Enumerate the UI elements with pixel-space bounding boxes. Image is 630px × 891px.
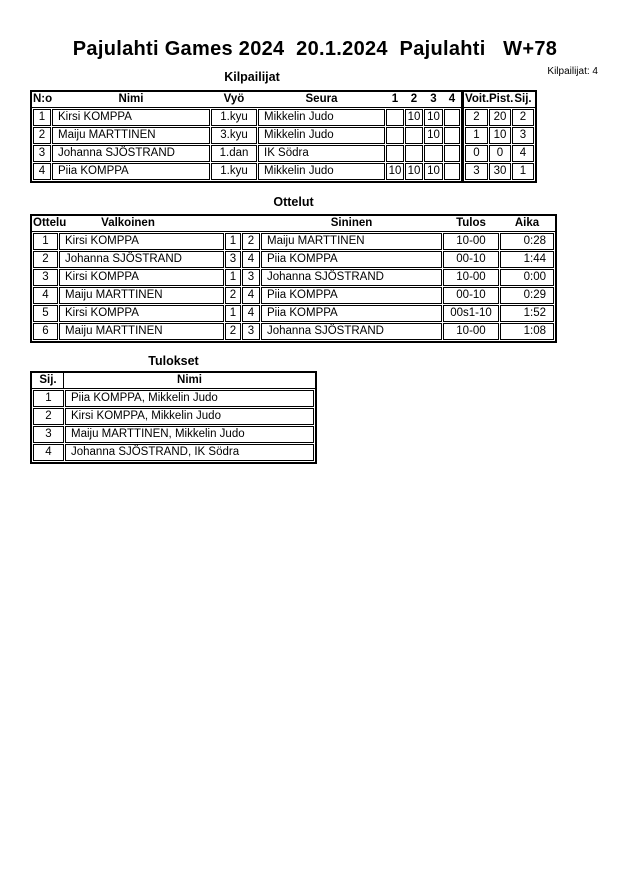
cell-place: 3: [33, 426, 64, 443]
matches-header-row: [32, 216, 555, 232]
cell-result: 00-10: [443, 251, 499, 268]
cell-belt: 1.dan: [211, 145, 257, 162]
cell-club: Mikkelin Judo: [258, 127, 385, 144]
header-round-2: 2: [410, 93, 418, 105]
competitors-body: [32, 108, 461, 181]
cell-blue-no: 4: [242, 305, 260, 322]
results-section-title: Tulokset: [148, 354, 199, 368]
header-round-3: 3: [430, 93, 437, 105]
cell-white-name: Kirsi KOMPPA: [59, 305, 224, 322]
header-round-4: 4: [448, 93, 456, 105]
results-body: [32, 389, 315, 462]
cell-belt: 3.kyu: [211, 127, 257, 144]
table-row: [33, 233, 554, 250]
header-no: N:o: [33, 93, 53, 105]
table-row: [33, 323, 554, 340]
cell-place: 2: [33, 408, 64, 425]
cell-white-no: 1: [225, 269, 241, 286]
standings-header-row: [464, 92, 535, 108]
header-belt: Vyö: [223, 93, 245, 105]
table-row: [33, 109, 460, 126]
cell-round-1: [386, 109, 404, 126]
table-row: [465, 145, 534, 162]
table-row: [33, 408, 314, 425]
cell-result: 00s1-10: [443, 305, 499, 322]
cell-wins: 1: [465, 127, 488, 144]
results-header-row: [32, 373, 315, 389]
header-round-1: 1: [391, 93, 399, 105]
cell-place: 2: [512, 109, 534, 126]
header-club: Seura: [305, 93, 338, 105]
standings-body: [464, 108, 535, 181]
competitors-main-block: [32, 92, 461, 181]
matches-table: [30, 214, 557, 343]
cell-white-name: Maiju MARTTINEN: [59, 287, 224, 304]
cell-blue-name: Piia KOMPPA: [261, 305, 442, 322]
cell-no: 4: [33, 163, 51, 180]
cell-white-no: 2: [225, 287, 241, 304]
competitors-section-title: Kilpailijat: [224, 70, 280, 84]
header-time: Aika: [514, 217, 540, 229]
cell-round-4: [444, 109, 460, 126]
header-wins: Voit.: [465, 93, 490, 105]
cell-name: Maiju MARTTINEN: [52, 127, 210, 144]
header-result: Tulos: [456, 217, 486, 229]
cell-white-name: Kirsi KOMPPA: [59, 269, 224, 286]
table-row: [465, 109, 534, 126]
cell-blue-name: Piia KOMPPA: [261, 251, 442, 268]
table-row: [465, 163, 534, 180]
cell-blue-no: 4: [242, 287, 260, 304]
cell-no: 3: [33, 145, 51, 162]
cell-wins: 0: [465, 145, 488, 162]
cell-name: Piia KOMPPA, Mikkelin Judo: [65, 390, 314, 407]
cell-place: 3: [512, 127, 534, 144]
header-match-no: Ottelu: [33, 217, 67, 229]
header-blue: Sininen: [330, 217, 373, 229]
table-row: [33, 305, 554, 322]
results-table: [30, 371, 317, 464]
cell-blue-no: 4: [242, 251, 260, 268]
cell-blue-no: 3: [242, 269, 260, 286]
cell-place: 4: [33, 444, 64, 461]
cell-blue-no: 3: [242, 323, 260, 340]
header-place: Sij.: [33, 373, 64, 388]
cell-round-1: [386, 145, 404, 162]
cell-round-4: [444, 163, 460, 180]
cell-match-no: 4: [33, 287, 58, 304]
cell-no: 2: [33, 127, 51, 144]
cell-round-2: 10: [405, 163, 423, 180]
cell-round-4: [444, 127, 460, 144]
cell-time: 1:08: [500, 323, 554, 340]
cell-white-no: 2: [225, 323, 241, 340]
cell-round-3: [424, 145, 443, 162]
cell-match-no: 5: [33, 305, 58, 322]
competitors-count: Kilpailijat: 4: [547, 66, 598, 77]
cell-white-no: 1: [225, 305, 241, 322]
cell-round-2: [405, 127, 423, 144]
cell-name: Kirsi KOMPPA, Mikkelin Judo: [65, 408, 314, 425]
cell-round-1: [386, 127, 404, 144]
cell-round-2: 10: [405, 109, 423, 126]
cell-time: 0:28: [500, 233, 554, 250]
cell-match-no: 1: [33, 233, 58, 250]
cell-round-4: [444, 145, 460, 162]
cell-blue-name: Johanna SJÖSTRAND: [261, 269, 442, 286]
cell-name: Maiju MARTTINEN, Mikkelin Judo: [65, 426, 314, 443]
table-row: [33, 444, 314, 461]
header-place: Sij.: [514, 93, 532, 105]
cell-club: IK Södra: [258, 145, 385, 162]
cell-time: 1:44: [500, 251, 554, 268]
competitors-table: [30, 90, 537, 183]
cell-points: 30: [489, 163, 511, 180]
table-row: [33, 145, 460, 162]
cell-blue-name: Maiju MARTTINEN: [261, 233, 442, 250]
cell-blue-name: Johanna SJÖSTRAND: [261, 323, 442, 340]
cell-points: 20: [489, 109, 511, 126]
cell-white-name: Maiju MARTTINEN: [59, 323, 224, 340]
table-row: [33, 251, 554, 268]
competitors-standings-block: [461, 92, 535, 181]
page-title: Pajulahti Games 2024 20.1.2024 Pajulahti W+78: [72, 38, 558, 60]
cell-match-no: 2: [33, 251, 58, 268]
table-row: [33, 269, 554, 286]
cell-points: 0: [489, 145, 511, 162]
table-row: [33, 287, 554, 304]
cell-place: 1: [33, 390, 64, 407]
table-row: [465, 127, 534, 144]
cell-belt: 1.kyu: [211, 109, 257, 126]
cell-match-no: 6: [33, 323, 58, 340]
header-white: Valkoinen: [101, 217, 155, 229]
matches-body: [32, 232, 555, 341]
cell-name: Piia KOMPPA: [52, 163, 210, 180]
cell-name: Kirsi KOMPPA: [52, 109, 210, 126]
cell-club: Mikkelin Judo: [258, 109, 385, 126]
table-row: [33, 127, 460, 144]
cell-round-1: 10: [386, 163, 404, 180]
cell-white-name: Johanna SJÖSTRAND: [59, 251, 224, 268]
cell-points: 10: [489, 127, 511, 144]
competitors-header-row: [32, 92, 461, 108]
cell-round-3: 10: [424, 109, 443, 126]
table-row: [33, 426, 314, 443]
cell-place: 1: [512, 163, 534, 180]
table-row: [33, 163, 460, 180]
cell-club: Mikkelin Judo: [258, 163, 385, 180]
cell-round-3: 10: [424, 163, 443, 180]
cell-white-no: 1: [225, 233, 241, 250]
header-name: Nimi: [177, 374, 202, 386]
cell-blue-name: Piia KOMPPA: [261, 287, 442, 304]
table-row: [33, 390, 314, 407]
cell-result: 00-10: [443, 287, 499, 304]
header-name: Nimi: [118, 93, 144, 105]
cell-time: 0:00: [500, 269, 554, 286]
cell-round-2: [405, 145, 423, 162]
matches-section-title: Ottelut: [273, 195, 314, 209]
cell-no: 1: [33, 109, 51, 126]
cell-wins: 3: [465, 163, 488, 180]
cell-name: Johanna SJÖSTRAND, IK Södra: [65, 444, 314, 461]
cell-belt: 1.kyu: [211, 163, 257, 180]
cell-white-no: 3: [225, 251, 241, 268]
header-points: Pist.: [489, 93, 514, 105]
cell-time: 1:52: [500, 305, 554, 322]
cell-blue-no: 2: [242, 233, 260, 250]
cell-result: 10-00: [443, 323, 499, 340]
cell-time: 0:29: [500, 287, 554, 304]
cell-white-name: Kirsi KOMPPA: [59, 233, 224, 250]
cell-name: Johanna SJÖSTRAND: [52, 145, 210, 162]
cell-match-no: 3: [33, 269, 58, 286]
cell-place: 4: [512, 145, 534, 162]
cell-round-3: 10: [424, 127, 443, 144]
cell-result: 10-00: [443, 233, 499, 250]
cell-wins: 2: [465, 109, 488, 126]
cell-result: 10-00: [443, 269, 499, 286]
